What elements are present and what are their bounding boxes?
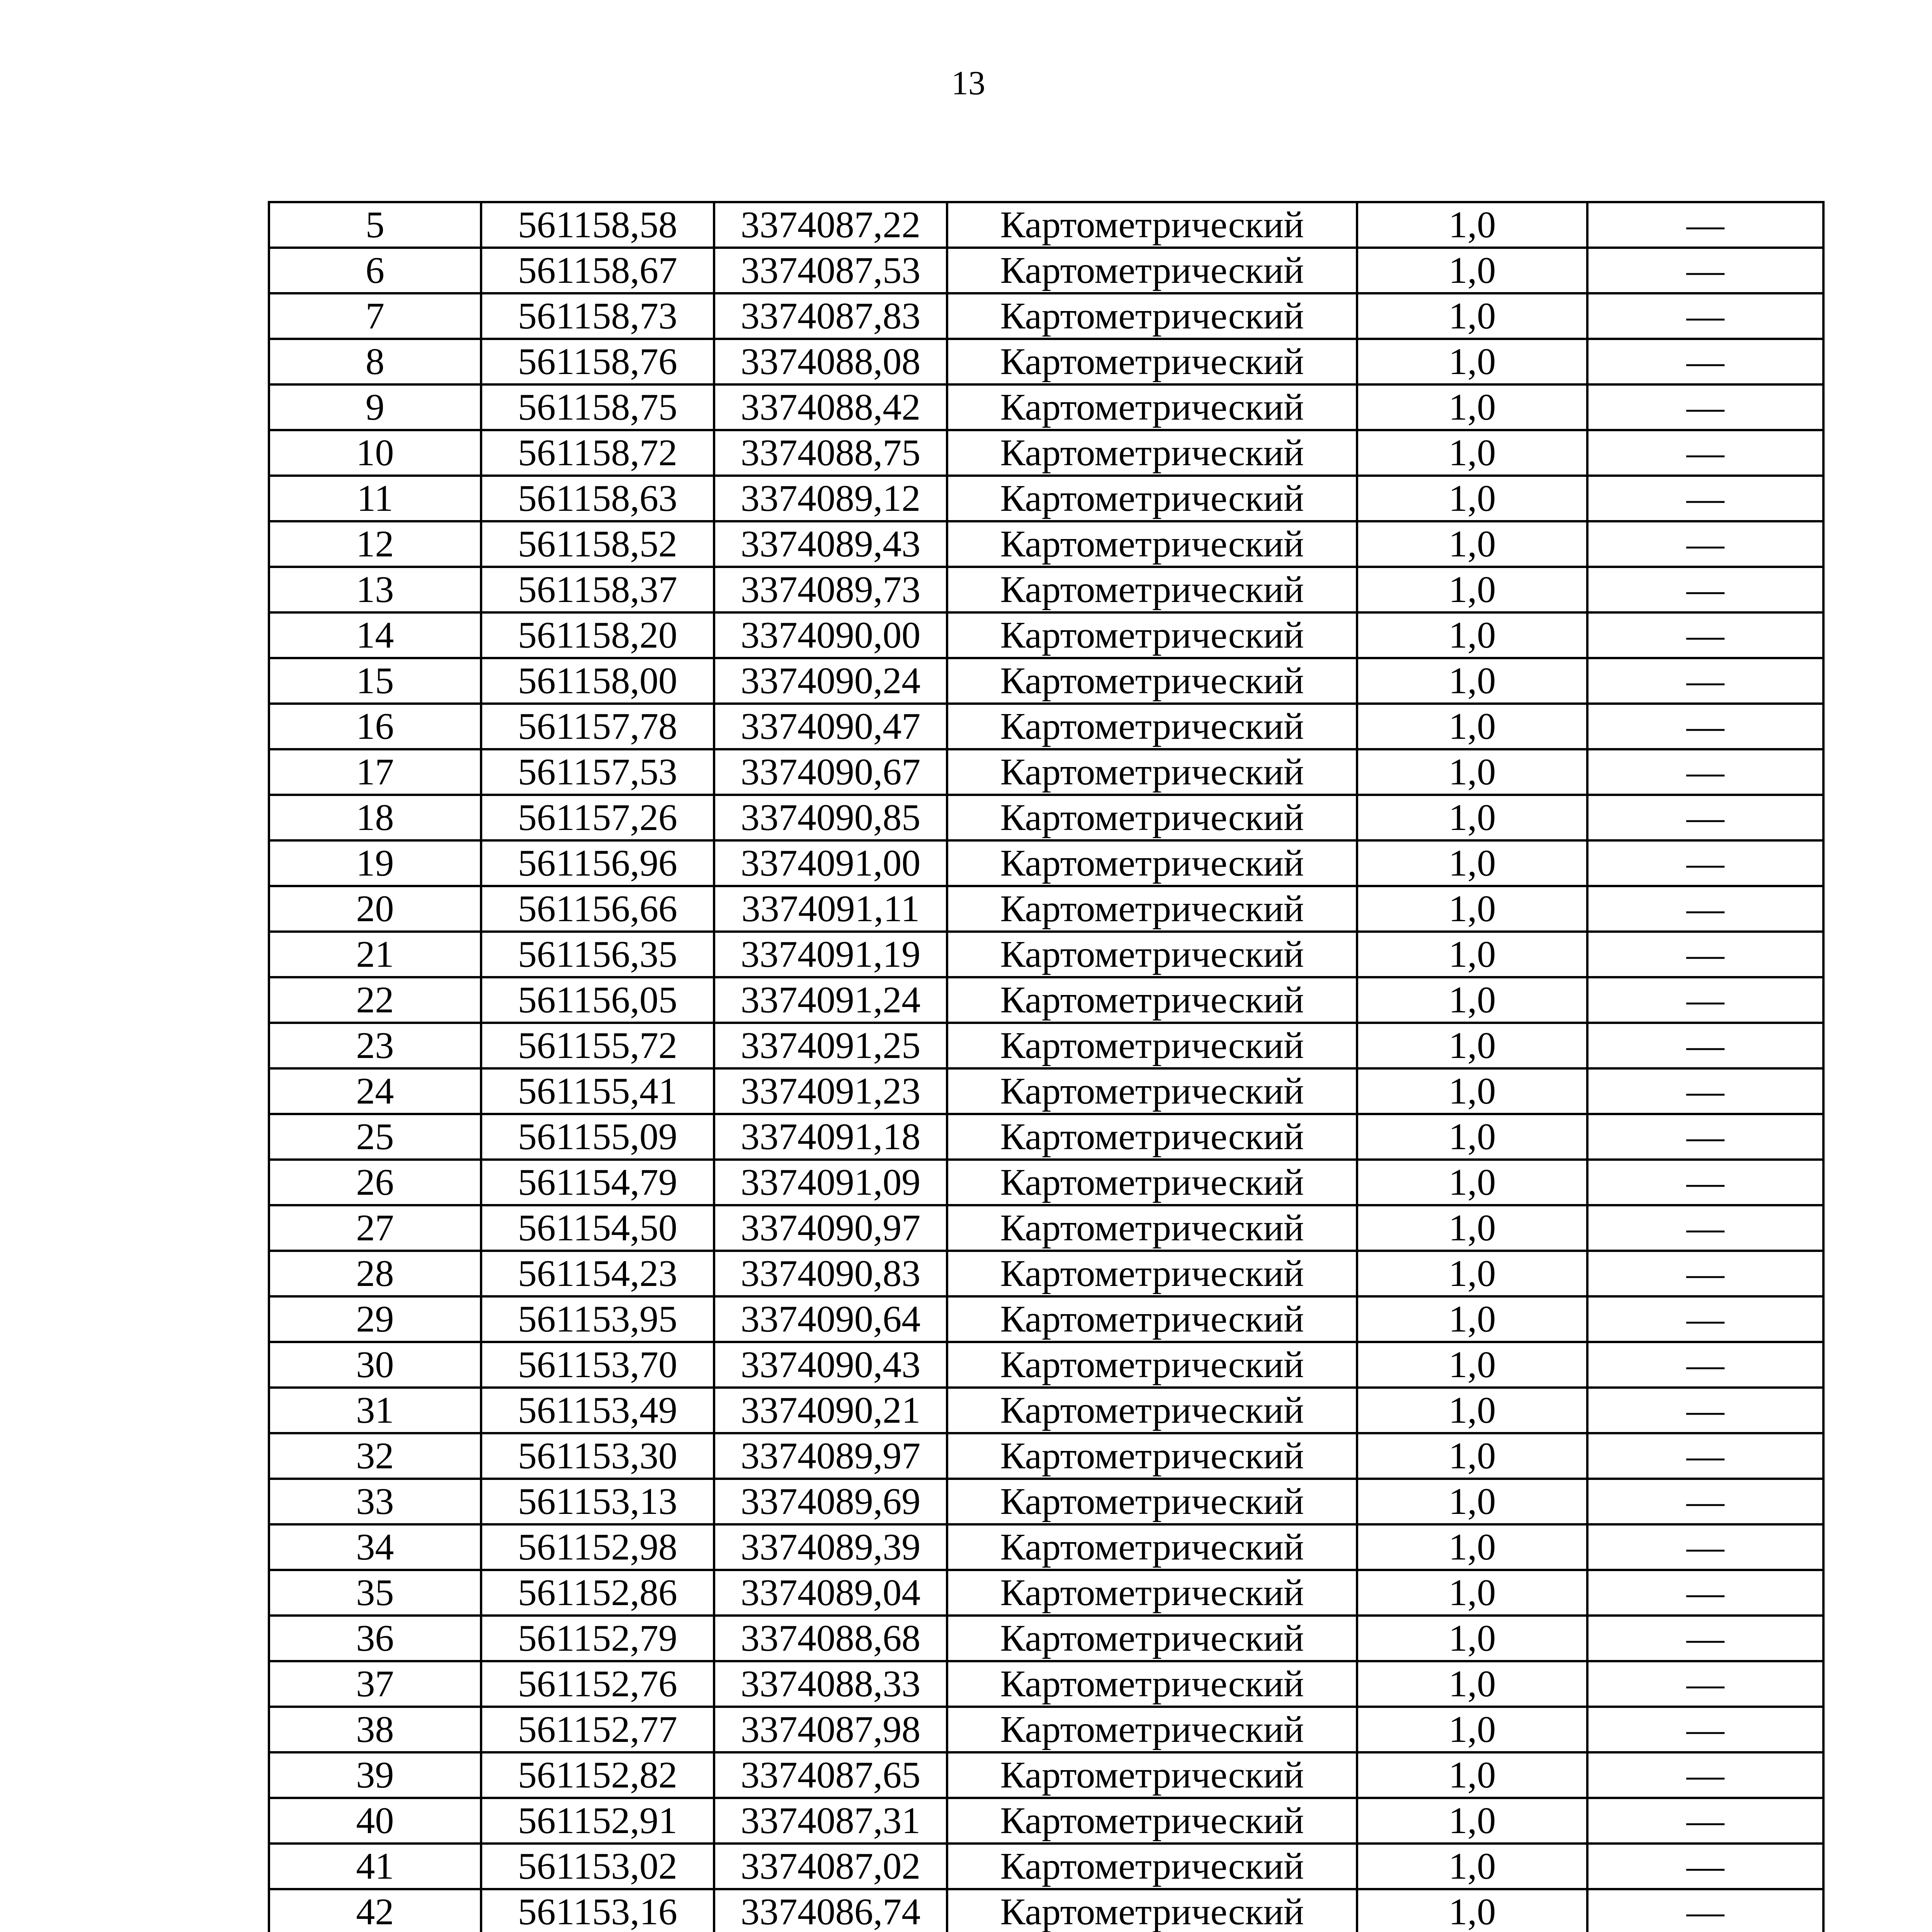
method-cell: Картометрический [947, 1023, 1357, 1068]
description-cell: — [1587, 476, 1823, 521]
point-number-cell: 5 [269, 202, 481, 248]
description-cell: — [1587, 1524, 1823, 1570]
method-cell: Картометрический [947, 1479, 1357, 1524]
description-cell: — [1587, 248, 1823, 293]
x-coordinate-cell: 561156,96 [481, 840, 714, 886]
table-row [269, 1023, 1823, 1068]
method-cell: Картометрический [947, 1661, 1357, 1707]
method-cell: Картометрический [947, 1114, 1357, 1160]
method-cell: Картометрический [947, 932, 1357, 977]
table-row [269, 1889, 1823, 1932]
y-coordinate-cell: 3374089,73 [714, 567, 947, 612]
accuracy-cell: 1,0 [1357, 749, 1587, 795]
accuracy-cell: 1,0 [1357, 1160, 1587, 1205]
accuracy-cell: 1,0 [1357, 567, 1587, 612]
table-row [269, 339, 1823, 384]
x-coordinate-cell: 561153,70 [481, 1342, 714, 1388]
coordinates-table-body [269, 202, 1823, 1932]
table-row [269, 1160, 1823, 1205]
accuracy-cell: 1,0 [1357, 886, 1587, 932]
page-number: 13 [951, 65, 985, 102]
y-coordinate-cell: 3374089,97 [714, 1433, 947, 1479]
x-coordinate-cell: 561158,67 [481, 248, 714, 293]
table-row [269, 293, 1823, 339]
method-cell: Картометрический [947, 1616, 1357, 1661]
description-cell: — [1587, 1114, 1823, 1160]
description-cell: — [1587, 430, 1823, 476]
method-cell: Картометрический [947, 704, 1357, 749]
accuracy-cell: 1,0 [1357, 1707, 1587, 1752]
table-row [269, 1479, 1823, 1524]
description-cell: — [1587, 1479, 1823, 1524]
y-coordinate-cell: 3374087,83 [714, 293, 947, 339]
table-row [269, 840, 1823, 886]
accuracy-cell: 1,0 [1357, 1068, 1587, 1114]
method-cell: Картометрический [947, 1433, 1357, 1479]
table-row [269, 749, 1823, 795]
method-cell: Картометрический [947, 977, 1357, 1023]
method-cell: Картометрический [947, 1844, 1357, 1889]
x-coordinate-cell: 561158,75 [481, 384, 714, 430]
accuracy-cell: 1,0 [1357, 1524, 1587, 1570]
accuracy-cell: 1,0 [1357, 202, 1587, 248]
point-number-cell: 18 [269, 795, 481, 840]
description-cell: — [1587, 840, 1823, 886]
method-cell: Картометрический [947, 795, 1357, 840]
accuracy-cell: 1,0 [1357, 1114, 1587, 1160]
x-coordinate-cell: 561153,49 [481, 1388, 714, 1433]
y-coordinate-cell: 3374090,24 [714, 658, 947, 704]
y-coordinate-cell: 3374088,42 [714, 384, 947, 430]
y-coordinate-cell: 3374089,04 [714, 1570, 947, 1616]
method-cell: Картометрический [947, 202, 1357, 248]
method-cell: Картометрический [947, 521, 1357, 567]
accuracy-cell: 1,0 [1357, 1342, 1587, 1388]
method-cell: Картометрический [947, 430, 1357, 476]
table-row [269, 1752, 1823, 1798]
y-coordinate-cell: 3374088,68 [714, 1616, 947, 1661]
method-cell: Картометрический [947, 1524, 1357, 1570]
method-cell: Картометрический [947, 1707, 1357, 1752]
description-cell: — [1587, 932, 1823, 977]
table-row [269, 1433, 1823, 1479]
point-number-cell: 20 [269, 886, 481, 932]
y-coordinate-cell: 3374088,75 [714, 430, 947, 476]
method-cell: Картометрический [947, 1068, 1357, 1114]
accuracy-cell: 1,0 [1357, 1205, 1587, 1251]
table-row [269, 1524, 1823, 1570]
x-coordinate-cell: 561157,53 [481, 749, 714, 795]
description-cell: — [1587, 977, 1823, 1023]
table-row [269, 1616, 1823, 1661]
x-coordinate-cell: 561152,86 [481, 1570, 714, 1616]
point-number-cell: 15 [269, 658, 481, 704]
y-coordinate-cell: 3374089,39 [714, 1524, 947, 1570]
y-coordinate-cell: 3374091,00 [714, 840, 947, 886]
accuracy-cell: 1,0 [1357, 795, 1587, 840]
method-cell: Картометрический [947, 339, 1357, 384]
x-coordinate-cell: 561152,82 [481, 1752, 714, 1798]
description-cell: — [1587, 1707, 1823, 1752]
method-cell: Картометрический [947, 1752, 1357, 1798]
table-row [269, 612, 1823, 658]
point-number-cell: 12 [269, 521, 481, 567]
x-coordinate-cell: 561158,73 [481, 293, 714, 339]
x-coordinate-cell: 561156,35 [481, 932, 714, 977]
y-coordinate-cell: 3374090,64 [714, 1296, 947, 1342]
method-cell: Картометрический [947, 840, 1357, 886]
table-row [269, 1068, 1823, 1114]
accuracy-cell: 1,0 [1357, 293, 1587, 339]
table-row [269, 1114, 1823, 1160]
x-coordinate-cell: 561153,02 [481, 1844, 714, 1889]
description-cell: — [1587, 1205, 1823, 1251]
method-cell: Картометрический [947, 658, 1357, 704]
accuracy-cell: 1,0 [1357, 1388, 1587, 1433]
table-row [269, 1296, 1823, 1342]
method-cell: Картометрический [947, 567, 1357, 612]
point-number-cell: 23 [269, 1023, 481, 1068]
point-number-cell: 40 [269, 1798, 481, 1844]
x-coordinate-cell: 561158,76 [481, 339, 714, 384]
x-coordinate-cell: 561156,05 [481, 977, 714, 1023]
method-cell: Картометрический [947, 1889, 1357, 1932]
point-number-cell: 25 [269, 1114, 481, 1160]
accuracy-cell: 1,0 [1357, 384, 1587, 430]
point-number-cell: 32 [269, 1433, 481, 1479]
description-cell: — [1587, 886, 1823, 932]
y-coordinate-cell: 3374091,23 [714, 1068, 947, 1114]
description-cell: — [1587, 1023, 1823, 1068]
accuracy-cell: 1,0 [1357, 1661, 1587, 1707]
description-cell: — [1587, 1433, 1823, 1479]
x-coordinate-cell: 561158,58 [481, 202, 714, 248]
description-cell: — [1587, 1844, 1823, 1889]
table-row [269, 1798, 1823, 1844]
point-number-cell: 13 [269, 567, 481, 612]
description-cell: — [1587, 658, 1823, 704]
description-cell: — [1587, 202, 1823, 248]
description-cell: — [1587, 521, 1823, 567]
point-number-cell: 30 [269, 1342, 481, 1388]
x-coordinate-cell: 561152,76 [481, 1661, 714, 1707]
point-number-cell: 16 [269, 704, 481, 749]
point-number-cell: 39 [269, 1752, 481, 1798]
table-row [269, 795, 1823, 840]
point-number-cell: 7 [269, 293, 481, 339]
accuracy-cell: 1,0 [1357, 430, 1587, 476]
y-coordinate-cell: 3374090,00 [714, 612, 947, 658]
method-cell: Картометрический [947, 1342, 1357, 1388]
accuracy-cell: 1,0 [1357, 1479, 1587, 1524]
y-coordinate-cell: 3374090,67 [714, 749, 947, 795]
description-cell: — [1587, 1752, 1823, 1798]
x-coordinate-cell: 561154,50 [481, 1205, 714, 1251]
method-cell: Картометрический [947, 1205, 1357, 1251]
table-row [269, 1388, 1823, 1433]
description-cell: — [1587, 1251, 1823, 1296]
y-coordinate-cell: 3374090,83 [714, 1251, 947, 1296]
description-cell: — [1587, 567, 1823, 612]
x-coordinate-cell: 561153,13 [481, 1479, 714, 1524]
point-number-cell: 24 [269, 1068, 481, 1114]
x-coordinate-cell: 561158,37 [481, 567, 714, 612]
point-number-cell: 19 [269, 840, 481, 886]
description-cell: — [1587, 1661, 1823, 1707]
x-coordinate-cell: 561154,79 [481, 1160, 714, 1205]
x-coordinate-cell: 561155,09 [481, 1114, 714, 1160]
x-coordinate-cell: 561152,98 [481, 1524, 714, 1570]
method-cell: Картометрический [947, 1251, 1357, 1296]
table-row [269, 476, 1823, 521]
y-coordinate-cell: 3374087,31 [714, 1798, 947, 1844]
y-coordinate-cell: 3374086,74 [714, 1889, 947, 1932]
y-coordinate-cell: 3374090,47 [714, 704, 947, 749]
point-number-cell: 9 [269, 384, 481, 430]
y-coordinate-cell: 3374091,09 [714, 1160, 947, 1205]
table-row [269, 1342, 1823, 1388]
y-coordinate-cell: 3374090,85 [714, 795, 947, 840]
point-number-cell: 11 [269, 476, 481, 521]
method-cell: Картометрический [947, 384, 1357, 430]
table-row [269, 1205, 1823, 1251]
description-cell: — [1587, 749, 1823, 795]
description-cell: — [1587, 339, 1823, 384]
x-coordinate-cell: 561152,77 [481, 1707, 714, 1752]
x-coordinate-cell: 561155,41 [481, 1068, 714, 1114]
point-number-cell: 28 [269, 1251, 481, 1296]
table-row [269, 932, 1823, 977]
x-coordinate-cell: 561153,30 [481, 1433, 714, 1479]
accuracy-cell: 1,0 [1357, 1798, 1587, 1844]
y-coordinate-cell: 3374088,08 [714, 339, 947, 384]
x-coordinate-cell: 561152,79 [481, 1616, 714, 1661]
table-row [269, 886, 1823, 932]
point-number-cell: 10 [269, 430, 481, 476]
accuracy-cell: 1,0 [1357, 1616, 1587, 1661]
description-cell: — [1587, 293, 1823, 339]
x-coordinate-cell: 561153,16 [481, 1889, 714, 1932]
accuracy-cell: 1,0 [1357, 658, 1587, 704]
accuracy-cell: 1,0 [1357, 521, 1587, 567]
point-number-cell: 41 [269, 1844, 481, 1889]
point-number-cell: 6 [269, 248, 481, 293]
y-coordinate-cell: 3374087,53 [714, 248, 947, 293]
table-row [269, 1707, 1823, 1752]
table-row [269, 1251, 1823, 1296]
table-row [269, 977, 1823, 1023]
y-coordinate-cell: 3374089,69 [714, 1479, 947, 1524]
description-cell: — [1587, 795, 1823, 840]
table-row [269, 1844, 1823, 1889]
method-cell: Картометрический [947, 248, 1357, 293]
description-cell: — [1587, 1570, 1823, 1616]
x-coordinate-cell: 561158,63 [481, 476, 714, 521]
y-coordinate-cell: 3374091,18 [714, 1114, 947, 1160]
point-number-cell: 34 [269, 1524, 481, 1570]
accuracy-cell: 1,0 [1357, 1251, 1587, 1296]
y-coordinate-cell: 3374088,33 [714, 1661, 947, 1707]
method-cell: Картометрический [947, 1798, 1357, 1844]
accuracy-cell: 1,0 [1357, 476, 1587, 521]
y-coordinate-cell: 3374090,97 [714, 1205, 947, 1251]
description-cell: — [1587, 384, 1823, 430]
coordinates-table [268, 201, 1825, 1932]
x-coordinate-cell: 561157,26 [481, 795, 714, 840]
y-coordinate-cell: 3374087,22 [714, 202, 947, 248]
point-number-cell: 35 [269, 1570, 481, 1616]
x-coordinate-cell: 561155,72 [481, 1023, 714, 1068]
y-coordinate-cell: 3374090,43 [714, 1342, 947, 1388]
description-cell: — [1587, 1160, 1823, 1205]
point-number-cell: 37 [269, 1661, 481, 1707]
accuracy-cell: 1,0 [1357, 1570, 1587, 1616]
point-number-cell: 38 [269, 1707, 481, 1752]
method-cell: Картометрический [947, 1388, 1357, 1433]
table-row [269, 658, 1823, 704]
table-row [269, 1570, 1823, 1616]
point-number-cell: 26 [269, 1160, 481, 1205]
x-coordinate-cell: 561154,23 [481, 1251, 714, 1296]
point-number-cell: 42 [269, 1889, 481, 1932]
accuracy-cell: 1,0 [1357, 1023, 1587, 1068]
accuracy-cell: 1,0 [1357, 1844, 1587, 1889]
method-cell: Картометрический [947, 886, 1357, 932]
point-number-cell: 21 [269, 932, 481, 977]
accuracy-cell: 1,0 [1357, 1296, 1587, 1342]
y-coordinate-cell: 3374091,11 [714, 886, 947, 932]
point-number-cell: 27 [269, 1205, 481, 1251]
method-cell: Картометрический [947, 1296, 1357, 1342]
x-coordinate-cell: 561153,95 [481, 1296, 714, 1342]
method-cell: Картометрический [947, 1570, 1357, 1616]
method-cell: Картометрический [947, 476, 1357, 521]
description-cell: — [1587, 1342, 1823, 1388]
x-coordinate-cell: 561157,78 [481, 704, 714, 749]
point-number-cell: 31 [269, 1388, 481, 1433]
y-coordinate-cell: 3374091,24 [714, 977, 947, 1023]
point-number-cell: 29 [269, 1296, 481, 1342]
accuracy-cell: 1,0 [1357, 1752, 1587, 1798]
description-cell: — [1587, 1889, 1823, 1932]
point-number-cell: 8 [269, 339, 481, 384]
method-cell: Картометрический [947, 749, 1357, 795]
accuracy-cell: 1,0 [1357, 932, 1587, 977]
point-number-cell: 22 [269, 977, 481, 1023]
description-cell: — [1587, 1296, 1823, 1342]
x-coordinate-cell: 561158,00 [481, 658, 714, 704]
description-cell: — [1587, 1798, 1823, 1844]
y-coordinate-cell: 3374089,12 [714, 476, 947, 521]
accuracy-cell: 1,0 [1357, 1889, 1587, 1932]
accuracy-cell: 1,0 [1357, 704, 1587, 749]
x-coordinate-cell: 561156,66 [481, 886, 714, 932]
y-coordinate-cell: 3374089,43 [714, 521, 947, 567]
x-coordinate-cell: 561158,52 [481, 521, 714, 567]
x-coordinate-cell: 561158,72 [481, 430, 714, 476]
y-coordinate-cell: 3374090,21 [714, 1388, 947, 1433]
description-cell: — [1587, 1616, 1823, 1661]
point-number-cell: 36 [269, 1616, 481, 1661]
method-cell: Картометрический [947, 612, 1357, 658]
method-cell: Картометрический [947, 1160, 1357, 1205]
description-cell: — [1587, 704, 1823, 749]
table-row [269, 248, 1823, 293]
accuracy-cell: 1,0 [1357, 248, 1587, 293]
point-number-cell: 33 [269, 1479, 481, 1524]
table-row [269, 704, 1823, 749]
accuracy-cell: 1,0 [1357, 1433, 1587, 1479]
accuracy-cell: 1,0 [1357, 339, 1587, 384]
y-coordinate-cell: 3374087,98 [714, 1707, 947, 1752]
table-row [269, 1661, 1823, 1707]
y-coordinate-cell: 3374091,19 [714, 932, 947, 977]
x-coordinate-cell: 561152,91 [481, 1798, 714, 1844]
description-cell: — [1587, 1388, 1823, 1433]
table-row [269, 202, 1823, 248]
y-coordinate-cell: 3374087,65 [714, 1752, 947, 1798]
table-row [269, 567, 1823, 612]
table-row [269, 430, 1823, 476]
point-number-cell: 14 [269, 612, 481, 658]
x-coordinate-cell: 561158,20 [481, 612, 714, 658]
accuracy-cell: 1,0 [1357, 977, 1587, 1023]
method-cell: Картометрический [947, 293, 1357, 339]
accuracy-cell: 1,0 [1357, 612, 1587, 658]
description-cell: — [1587, 1068, 1823, 1114]
y-coordinate-cell: 3374091,25 [714, 1023, 947, 1068]
table-row [269, 384, 1823, 430]
description-cell: — [1587, 612, 1823, 658]
y-coordinate-cell: 3374087,02 [714, 1844, 947, 1889]
table-row [269, 521, 1823, 567]
accuracy-cell: 1,0 [1357, 840, 1587, 886]
point-number-cell: 17 [269, 749, 481, 795]
